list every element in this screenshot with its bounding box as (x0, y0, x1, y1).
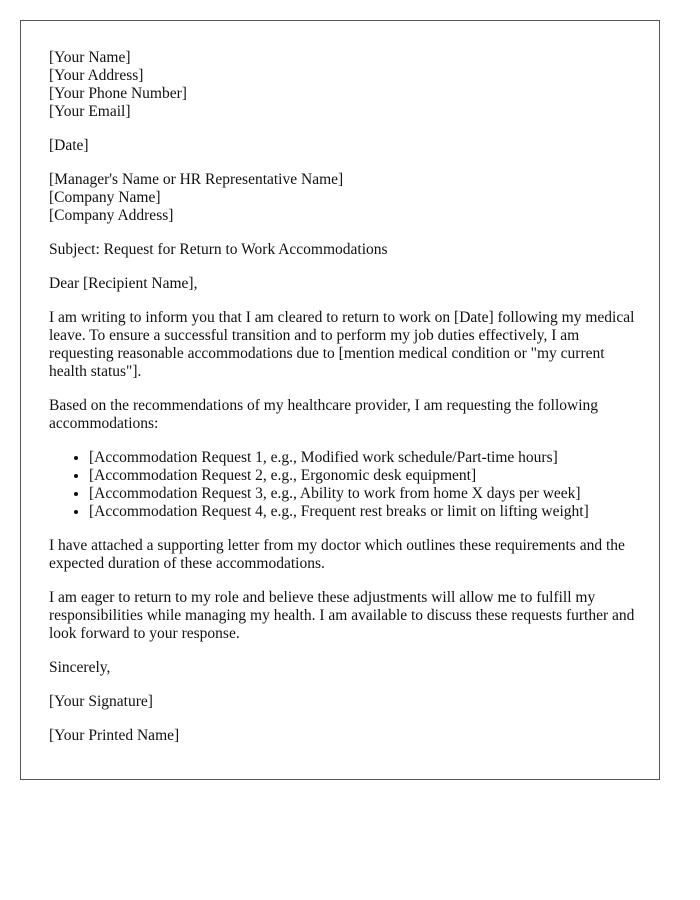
recipient-name: [Manager's Name or HR Representative Name] (49, 171, 344, 188)
accommodation-request-list (49, 449, 635, 521)
signoff: Sincerely, (49, 659, 111, 676)
recipient-company: [Company Name] (49, 189, 161, 206)
sender-phone: [Your Phone Number] (49, 85, 187, 102)
closing-paragraph: I am eager to return to my role and believe these adjustments will allow me to fulfill my responsibilities while managing my health. I am available to discuss these requests further and look forward to your response. (49, 589, 635, 642)
list-item: • [Accommodation Request 2, e.g., Ergonomic desk equipment] (89, 467, 635, 485)
intro-paragraph: I am writing to inform you that I am cleared to return to work on [Date] following my medical leave. To ensure a successful transition and to perform my job duties effectively, I am requesting reasonable accommodations due to [mention medical condition or "my current health status"]. (49, 309, 635, 380)
recipient-block (49, 171, 635, 225)
letter-date: [Date] (49, 137, 89, 154)
sender-block (49, 49, 635, 121)
sender-address: [Your Address] (49, 67, 144, 84)
list-item: • [Accommodation Request 3, e.g., Ability to work from home X days per week] (89, 485, 635, 503)
list-item: • [Accommodation Request 1, e.g., Modified work schedule/Part-time hours] (89, 449, 635, 467)
signature-placeholder: [Your Signature] (49, 693, 153, 710)
sender-name: [Your Name] (49, 49, 131, 66)
salutation: Dear [Recipient Name], (49, 275, 198, 292)
attachment-paragraph: I have attached a supporting letter from my doctor which outlines these requirements and the expected duration of these accommodations. (49, 537, 625, 572)
list-item: • [Accommodation Request 4, e.g., Frequent rest breaks or limit on lifting weight] (89, 503, 635, 521)
printed-name: [Your Printed Name] (49, 727, 180, 744)
recommendations-paragraph: Based on the recommendations of my healthcare provider, I am requesting the following accommodations: (49, 397, 599, 432)
letter-page (20, 20, 660, 780)
subject-line: Subject: Request for Return to Work Accommodations (49, 241, 388, 258)
sender-email: [Your Email] (49, 103, 131, 120)
recipient-company-address: [Company Address] (49, 207, 174, 224)
